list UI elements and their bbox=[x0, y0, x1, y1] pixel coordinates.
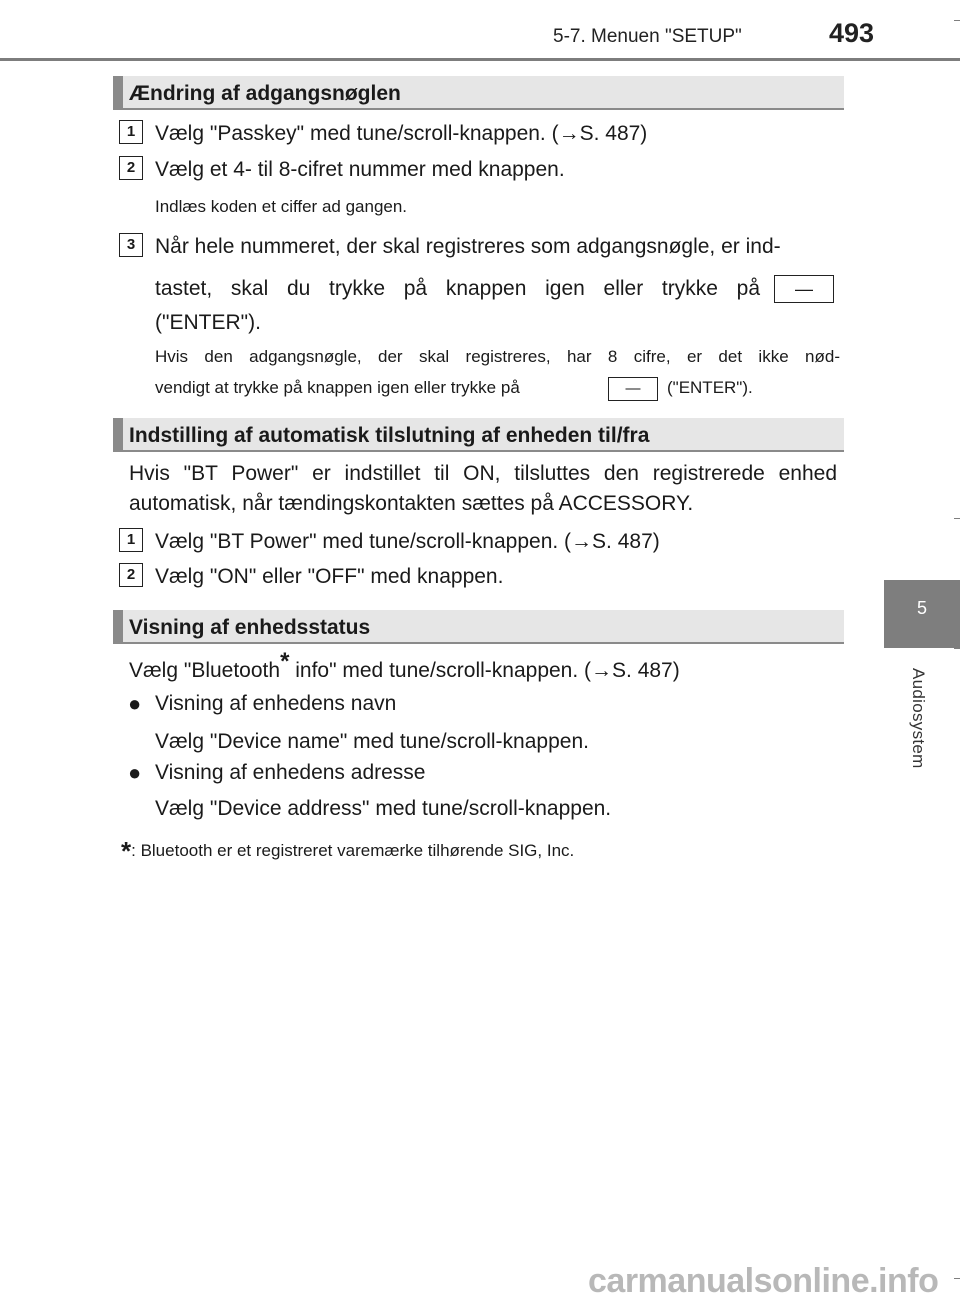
section-heading bbox=[113, 418, 844, 452]
step-text: Vælg et 4- til 8-cifret nummer med knappen. bbox=[155, 158, 565, 181]
header-rule bbox=[0, 58, 960, 61]
chapter-number: 5 bbox=[916, 598, 927, 618]
section-heading-text: Ændring af adgangsnøglen bbox=[129, 82, 401, 105]
step-number: 2 bbox=[119, 563, 143, 587]
footnote bbox=[121, 832, 575, 866]
step-note: vendigt at trykke på knappen igen eller trykke på bbox=[155, 378, 520, 397]
crop-mark bbox=[954, 20, 960, 21]
bullet-title: Visning af enhedens navn bbox=[155, 692, 397, 715]
step-note: Hvis den adgangsnøgle, der skal registreres, har 8 cifre, er det ikke nød- bbox=[155, 347, 840, 366]
bullet-icon: ● bbox=[128, 691, 142, 716]
asterisk: * bbox=[280, 648, 290, 675]
step-note: ("ENTER"). bbox=[667, 378, 753, 397]
step-number: 1 bbox=[119, 120, 143, 144]
step-number: 1 bbox=[119, 528, 143, 552]
step-text: Når hele nummeret, der skal registreres som adgangsnøgle, er ind- bbox=[155, 235, 781, 258]
enter-button-icon: — bbox=[774, 275, 834, 303]
bullet-icon: ● bbox=[128, 760, 142, 785]
bullet-text: Vælg "Device address" med tune/scroll-knappen. bbox=[155, 797, 612, 820]
intro-text bbox=[129, 648, 680, 684]
step-text: Vælg "ON" eller "OFF" med knappen. bbox=[155, 565, 504, 588]
section-heading bbox=[113, 76, 844, 110]
intro-text: Hvis "BT Power" er indstillet til ON, tilsluttes den registrerede enhed bbox=[129, 462, 837, 485]
chapter-label: Audiosystem bbox=[909, 668, 928, 769]
section-heading bbox=[113, 610, 844, 644]
bullet-text: Vælg "Device name" med tune/scroll-knappen. bbox=[155, 730, 589, 753]
intro-text-part: info" med tune/scroll-knappen. (→S. 487) bbox=[289, 659, 680, 682]
section-heading-text: Visning af enhedsstatus bbox=[129, 616, 371, 639]
step-text: ("ENTER"). bbox=[155, 311, 261, 334]
section-title: 5-7. Menuen "SETUP" bbox=[553, 26, 742, 47]
intro-text: automatisk, når tændingskontakten sættes på ACCESSORY. bbox=[129, 492, 694, 515]
bullet-title: Visning af enhedens adresse bbox=[155, 761, 426, 784]
footnote-asterisk: * bbox=[121, 836, 132, 866]
step-note: Indlæs koden et ciffer ad gangen. bbox=[155, 197, 408, 216]
crop-mark bbox=[954, 518, 960, 519]
enter-button-icon: — bbox=[608, 377, 658, 401]
step-text: Vælg "BT Power" med tune/scroll-knappen. (→S. 487) bbox=[155, 530, 660, 553]
step-number: 2 bbox=[119, 156, 143, 180]
watermark: carmanualsonline.info bbox=[588, 1262, 939, 1300]
intro-text-part: Vælg "Bluetooth bbox=[129, 659, 281, 682]
section-heading-text: Indstilling af automatisk tilslutning af enheden til/fra bbox=[129, 424, 650, 447]
page-number: 493 bbox=[829, 18, 875, 48]
step-number: 3 bbox=[119, 233, 143, 257]
crop-mark bbox=[954, 648, 960, 649]
step-text: Vælg "Passkey" med tune/scroll-knappen. (→S. 487) bbox=[155, 122, 648, 145]
step-text: tastet, skal du trykke på knappen igen eller trykke på bbox=[155, 277, 760, 300]
footnote-text: : Bluetooth er et registreret varemærke tilhørende SIG, Inc. bbox=[131, 841, 575, 860]
crop-mark bbox=[954, 1278, 960, 1279]
